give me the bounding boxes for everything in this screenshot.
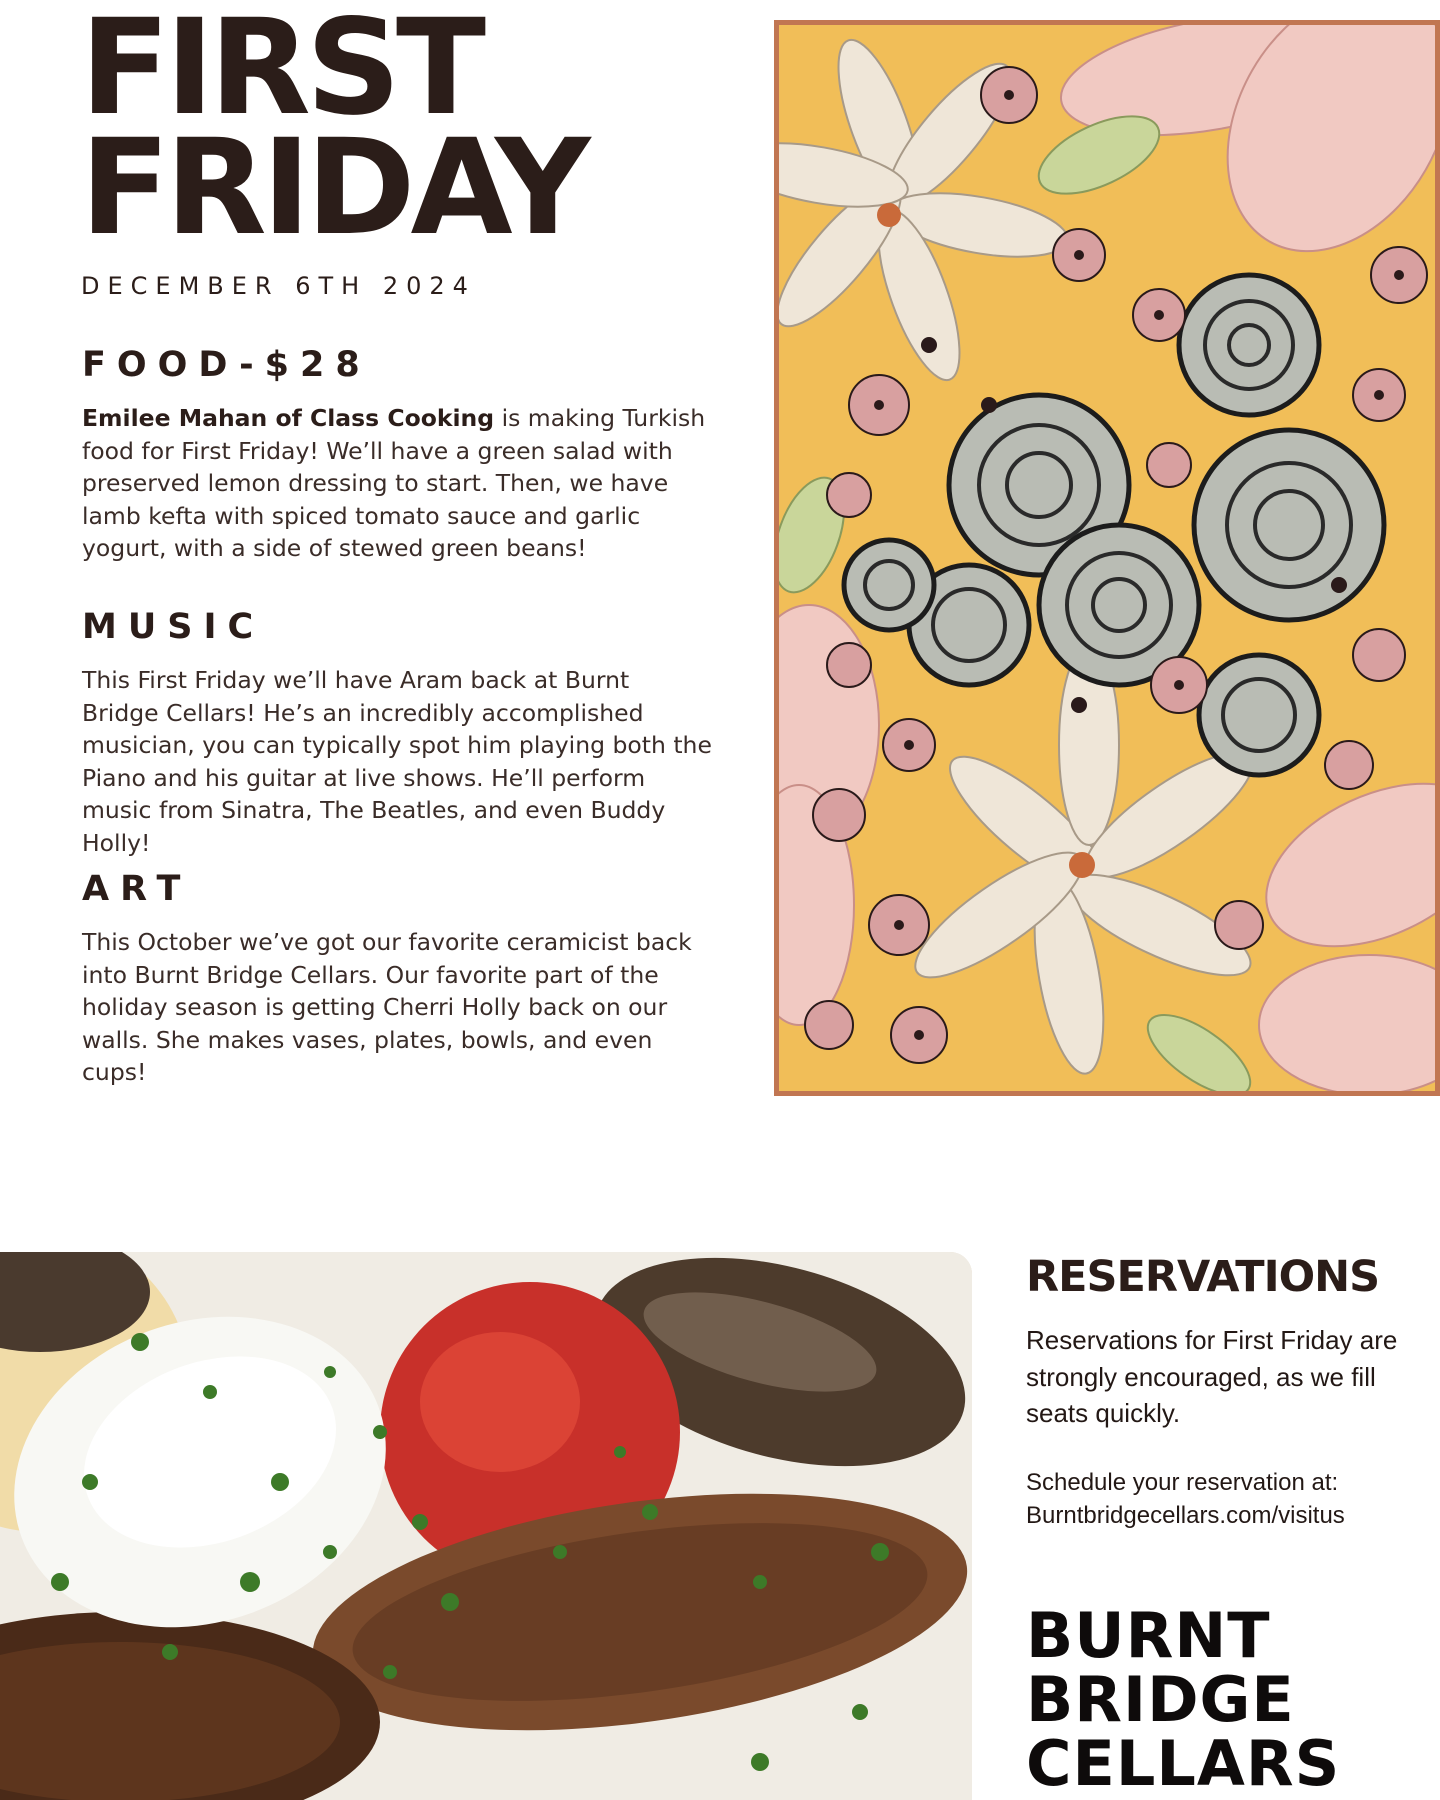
food-chef-name: Emilee Mahan of Class Cooking — [82, 404, 495, 432]
event-title — [80, 0, 586, 265]
title-line-first: FIRST — [80, 0, 482, 145]
music-description: This First Friday we’ll have Aram back at Burnt Bridge Cellars! He’s an incredibly accomplished musician, you can typically spot him playing both the Piano and his guitar at live shows. He’ll perform music from Sinatra, The Beatles, and even Buddy Holly! — [82, 666, 712, 857]
reservations-link[interactable]: Burntbridgecellars.com/visitus — [1026, 1502, 1345, 1529]
music-heading: MUSIC — [82, 607, 265, 647]
event-date: DECEMBER 6TH 2024 — [81, 272, 476, 300]
kefta-dish-illustration — [0, 1252, 972, 1800]
art-description: This October we’ve got our favorite ceramicist back into Burnt Bridge Cellars. Our favorite part of the holiday season is getting Cherri Holly back on our walls. She makes vases, plates, bowls, and even cups! — [82, 928, 692, 1087]
food-description — [82, 402, 712, 565]
food-heading: FOOD-$28 — [82, 345, 371, 385]
reservations-schedule-label: Schedule your reservation at: — [1026, 1469, 1339, 1496]
brand-wordmark — [1026, 1599, 1341, 1800]
art-heading: ART — [82, 869, 192, 909]
reservations-body: Reservations for First Friday are strongly encouraged, as we fill seats quickly. — [1026, 1325, 1398, 1428]
ceramic-tile-image — [774, 20, 1440, 1096]
title-line-friday: FRIDAY — [80, 111, 586, 265]
brand-line-burnt: BURNT — [1026, 1599, 1271, 1672]
ceramic-tile-art — [779, 25, 1435, 1091]
brand-line-bridge: BRIDGE — [1026, 1663, 1295, 1736]
reservations-heading: RESERVATIONS — [1026, 1252, 1380, 1302]
food-body: is making Turkish food for First Friday! We’ll have a green salad with preserved lemon dressing to start. Then, we have lamb kefta with spiced tomato sauce and garlic yogurt, with a side of stewed green beans! — [82, 404, 706, 563]
food-photo — [0, 1252, 972, 1800]
brand-line-cellars: CELLARS — [1026, 1727, 1341, 1800]
